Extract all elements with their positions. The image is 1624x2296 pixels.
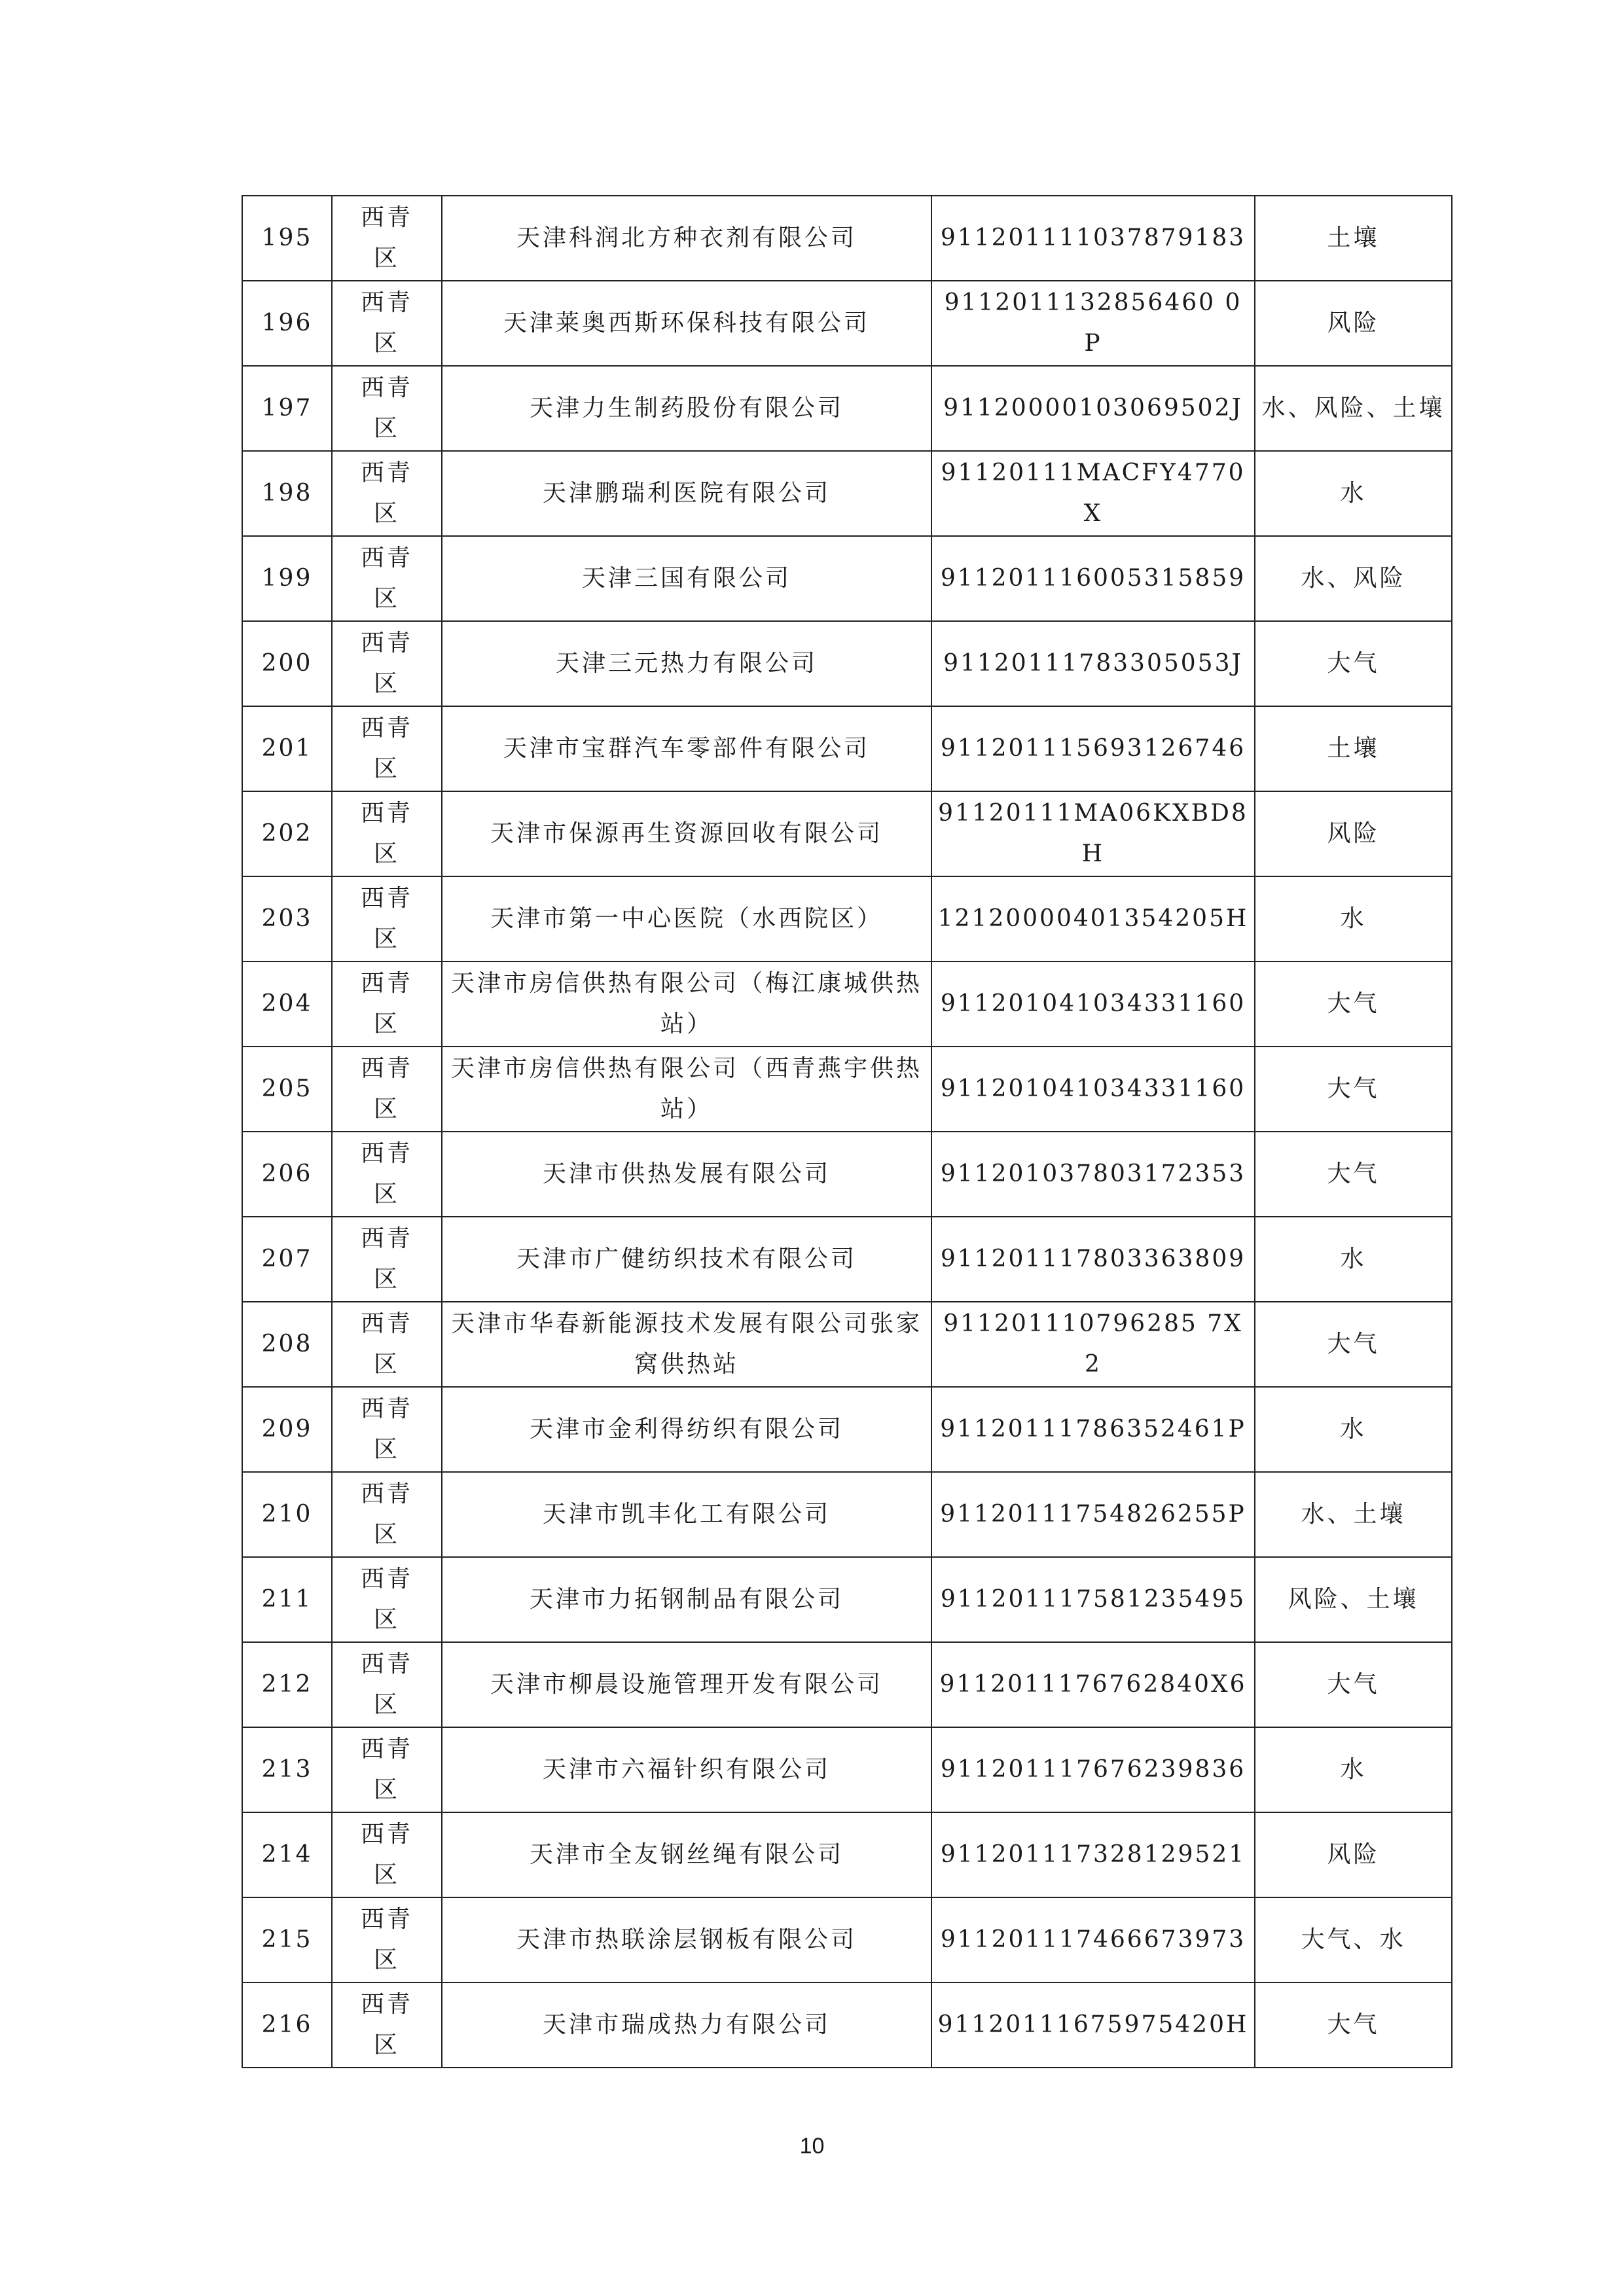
row-number: 215 (242, 1897, 332, 1982)
district: 西青区 (332, 1557, 442, 1642)
row-number: 210 (242, 1472, 332, 1557)
company-name: 天津市保源再生资源回收有限公司 (442, 791, 931, 876)
credit-code: 91120111754826255P (931, 1472, 1255, 1557)
district: 西青区 (332, 451, 442, 536)
district: 西青区 (332, 1217, 442, 1302)
row-number: 196 (242, 281, 332, 366)
district: 西青区 (332, 706, 442, 791)
company-name: 天津力生制药股份有限公司 (442, 366, 931, 451)
table-row (242, 281, 1452, 366)
district: 西青区 (332, 196, 442, 281)
category: 大气 (1255, 1642, 1452, 1727)
category: 水 (1255, 1727, 1452, 1812)
credit-code: 91120111786352461P (931, 1387, 1255, 1472)
category: 大气 (1255, 1982, 1452, 2068)
row-number: 201 (242, 706, 332, 791)
company-name: 天津市华春新能源技术发展有限公司张家窝供热站 (442, 1302, 931, 1387)
district: 西青区 (332, 791, 442, 876)
credit-code: 9112011176762840X6 (931, 1642, 1255, 1727)
row-number: 209 (242, 1387, 332, 1472)
company-name: 天津市热联涂层钢板有限公司 (442, 1897, 931, 1982)
credit-code: 91120111MACFY4770X (931, 451, 1255, 536)
enterprise-table (242, 195, 1453, 2068)
row-number: 198 (242, 451, 332, 536)
district: 西青区 (332, 1132, 442, 1217)
company-name: 天津市瑞成热力有限公司 (442, 1982, 931, 2068)
credit-code: 911201117328129521 (931, 1812, 1255, 1897)
row-number: 214 (242, 1812, 332, 1897)
table-row (242, 1217, 1452, 1302)
credit-code: 91120111MA06KXBD8H (931, 791, 1255, 876)
table-row (242, 1132, 1452, 1217)
district: 西青区 (332, 1302, 442, 1387)
company-name: 天津市房信供热有限公司（梅江康城供热站） (442, 961, 931, 1047)
credit-code: 91120111675975420H (931, 1982, 1255, 2068)
category: 土壤 (1255, 196, 1452, 281)
table-row (242, 1727, 1452, 1812)
district: 西青区 (332, 1047, 442, 1132)
table-row (242, 1897, 1452, 1982)
table-row (242, 366, 1452, 451)
table-row (242, 621, 1452, 706)
row-number: 205 (242, 1047, 332, 1132)
category: 风险、土壤 (1255, 1557, 1452, 1642)
row-number: 213 (242, 1727, 332, 1812)
category: 水、风险 (1255, 536, 1452, 621)
credit-code: 911201110796285 7X2 (931, 1302, 1255, 1387)
district: 西青区 (332, 1472, 442, 1557)
category: 大气 (1255, 1047, 1452, 1132)
table-row (242, 1302, 1452, 1387)
credit-code: 911201037803172353 (931, 1132, 1255, 1217)
district: 西青区 (332, 281, 442, 366)
company-name: 天津三国有限公司 (442, 536, 931, 621)
company-name: 天津市第一中心医院（水西院区） (442, 876, 931, 961)
row-number: 211 (242, 1557, 332, 1642)
table-row (242, 451, 1452, 536)
row-number: 208 (242, 1302, 332, 1387)
table-row (242, 1982, 1452, 2068)
company-name: 天津市宝群汽车零部件有限公司 (442, 706, 931, 791)
table-row (242, 876, 1452, 961)
district: 西青区 (332, 536, 442, 621)
company-name: 天津市金利得纺织有限公司 (442, 1387, 931, 1472)
district: 西青区 (332, 961, 442, 1047)
district: 西青区 (332, 366, 442, 451)
district: 西青区 (332, 876, 442, 961)
table-row (242, 196, 1452, 281)
company-name: 天津市供热发展有限公司 (442, 1132, 931, 1217)
district: 西青区 (332, 1642, 442, 1727)
district: 西青区 (332, 621, 442, 706)
row-number: 203 (242, 876, 332, 961)
credit-code: 911201115693126746 (931, 706, 1255, 791)
table-row (242, 1812, 1452, 1897)
row-number: 200 (242, 621, 332, 706)
row-number: 207 (242, 1217, 332, 1302)
district: 西青区 (332, 1387, 442, 1472)
table-row (242, 961, 1452, 1047)
category: 水、土壤 (1255, 1472, 1452, 1557)
category: 水、风险、土壤 (1255, 366, 1452, 451)
credit-code: 911201117803363809 (931, 1217, 1255, 1302)
credit-code: 91120000103069502J (931, 366, 1255, 451)
row-number: 195 (242, 196, 332, 281)
row-number: 216 (242, 1982, 332, 2068)
row-number: 199 (242, 536, 332, 621)
company-name: 天津市全友钢丝绳有限公司 (442, 1812, 931, 1897)
district: 西青区 (332, 1812, 442, 1897)
category: 水 (1255, 1217, 1452, 1302)
company-name: 天津市六福针织有限公司 (442, 1727, 931, 1812)
row-number: 197 (242, 366, 332, 451)
company-name: 天津市柳晨设施管理开发有限公司 (442, 1642, 931, 1727)
credit-code: 911201041034331160 (931, 1047, 1255, 1132)
table-row (242, 1387, 1452, 1472)
row-number: 204 (242, 961, 332, 1047)
credit-code: 911201041034331160 (931, 961, 1255, 1047)
credit-code: 91120111783305053J (931, 621, 1255, 706)
table-row (242, 1642, 1452, 1727)
category: 大气 (1255, 621, 1452, 706)
table-row (242, 1047, 1452, 1132)
company-name: 天津三元热力有限公司 (442, 621, 931, 706)
credit-code: 911201117581235495 (931, 1557, 1255, 1642)
category: 风险 (1255, 281, 1452, 366)
category: 土壤 (1255, 706, 1452, 791)
category: 大气、水 (1255, 1897, 1452, 1982)
table-row (242, 1557, 1452, 1642)
row-number: 206 (242, 1132, 332, 1217)
district: 西青区 (332, 1727, 442, 1812)
category: 水 (1255, 451, 1452, 536)
company-name: 天津市力拓钢制品有限公司 (442, 1557, 931, 1642)
company-name: 天津莱奥西斯环保科技有限公司 (442, 281, 931, 366)
credit-code: 911201111037879183 (931, 196, 1255, 281)
table-row (242, 536, 1452, 621)
credit-code: 911201117676239836 (931, 1727, 1255, 1812)
company-name: 天津市凯丰化工有限公司 (442, 1472, 931, 1557)
credit-code: 911201116005315859 (931, 536, 1255, 621)
company-name: 天津科润北方种衣剂有限公司 (442, 196, 931, 281)
credit-code: 9112011132856460 0P (931, 281, 1255, 366)
company-name: 天津鹏瑞利医院有限公司 (442, 451, 931, 536)
table-row (242, 1472, 1452, 1557)
category: 风险 (1255, 1812, 1452, 1897)
row-number: 202 (242, 791, 332, 876)
category: 风险 (1255, 791, 1452, 876)
credit-code: 911201117466673973 (931, 1897, 1255, 1982)
category: 水 (1255, 1387, 1452, 1472)
table-row (242, 791, 1452, 876)
table-row (242, 706, 1452, 791)
company-name: 天津市房信供热有限公司（西青燕宇供热站） (442, 1047, 931, 1132)
company-name: 天津市广健纺织技术有限公司 (442, 1217, 931, 1302)
district: 西青区 (332, 1982, 442, 2068)
category: 大气 (1255, 1132, 1452, 1217)
page-number: 10 (799, 2134, 825, 2159)
credit-code: 12120000401354205H (931, 876, 1255, 961)
district: 西青区 (332, 1897, 442, 1982)
category: 水 (1255, 876, 1452, 961)
row-number: 212 (242, 1642, 332, 1727)
category: 大气 (1255, 1302, 1452, 1387)
table-body (242, 196, 1452, 2068)
category: 大气 (1255, 961, 1452, 1047)
